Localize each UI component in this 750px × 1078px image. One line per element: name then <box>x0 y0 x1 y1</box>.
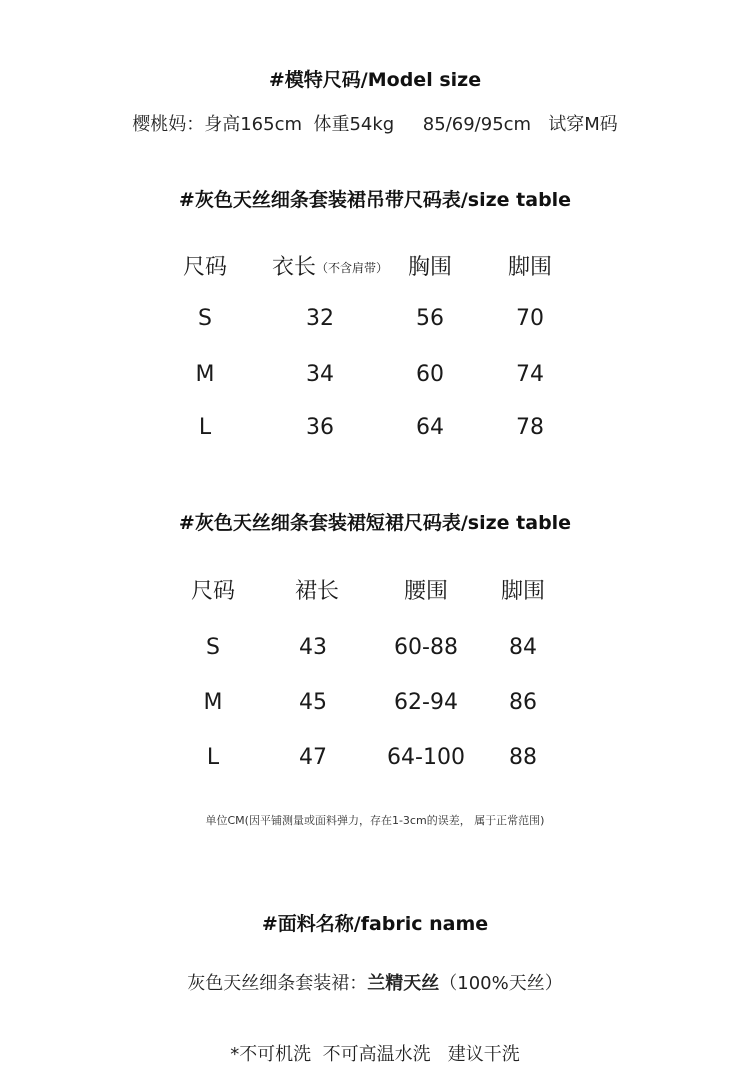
top-length-cell: 34 <box>306 362 334 387</box>
top-header-size: 尺码 <box>182 255 227 280</box>
skirt-length-cell: 45 <box>299 690 327 715</box>
top-header-chest: 胸围 <box>407 255 452 280</box>
table-row <box>0 304 750 334</box>
top-chest-cell: 60 <box>416 362 444 387</box>
top-hem-cell: 70 <box>516 306 544 331</box>
skirt-header-size: 尺码 <box>190 579 235 604</box>
skirt-waist-cell: 64-100 <box>387 745 465 770</box>
skirt-size-cell: S <box>206 635 220 660</box>
skirt-size-cell: L <box>206 745 220 770</box>
fabric-prefix: 灰色天丝细条套装裙： <box>187 973 368 994</box>
table-row <box>0 743 750 773</box>
model-size-heading: #模特尺码/Model size <box>268 69 482 91</box>
top-table-header-row <box>0 253 750 283</box>
top-size-cell: S <box>198 306 212 331</box>
table-row <box>0 633 750 663</box>
skirt-hem-cell: 88 <box>509 745 537 770</box>
top-size-cell: L <box>198 415 212 440</box>
skirt-hem-cell: 86 <box>509 690 537 715</box>
top-table-heading: #灰色天丝细条套装裙吊带尺码表/size table <box>178 189 572 211</box>
skirt-size-cell: M <box>203 690 223 715</box>
fabric-line <box>0 972 750 996</box>
skirt-length-cell: 47 <box>299 745 327 770</box>
skirt-length-cell: 43 <box>299 635 327 660</box>
table-row <box>0 413 750 443</box>
top-header-hem: 脚围 <box>507 255 552 280</box>
care-instructions: *不可机洗 不可高温水洗 建议干洗 <box>230 1044 520 1065</box>
top-chest-cell: 56 <box>416 306 444 331</box>
top-size-cell: M <box>195 362 215 387</box>
table-row <box>0 688 750 718</box>
top-hem-cell: 78 <box>516 415 544 440</box>
skirt-table-heading: #灰色天丝细条套装裙短裙尺码表/size table <box>178 512 572 534</box>
top-chest-cell: 64 <box>416 415 444 440</box>
skirt-hem-cell: 84 <box>509 635 537 660</box>
skirt-waist-cell: 60-88 <box>394 635 458 660</box>
table-row <box>0 360 750 390</box>
top-header-length-note: （不含肩带） <box>316 261 389 275</box>
top-length-cell: 36 <box>306 415 334 440</box>
fabric-heading: #面料名称/fabric name <box>261 913 489 935</box>
skirt-waist-cell: 62-94 <box>394 690 458 715</box>
skirt-header-hem: 脚围 <box>500 579 545 604</box>
unit-note: 单位CM(因平铺测量或面料弹力，存在1-3cm的误差， 属于正常范围) <box>205 814 545 827</box>
fabric-name: 兰精天丝 <box>367 973 440 994</box>
fabric-composition: （100%天丝） <box>439 973 563 994</box>
top-header-length-label: 衣长 <box>271 255 316 280</box>
top-length-cell: 32 <box>306 306 334 331</box>
skirt-table-header-row <box>0 577 750 607</box>
top-hem-cell: 74 <box>516 362 544 387</box>
skirt-header-waist: 腰围 <box>403 579 448 604</box>
model-size-line: 樱桃妈：身高165cm 体重54kg 85/69/95cm 试穿M码 <box>132 114 618 135</box>
skirt-header-length: 裙长 <box>294 579 339 604</box>
